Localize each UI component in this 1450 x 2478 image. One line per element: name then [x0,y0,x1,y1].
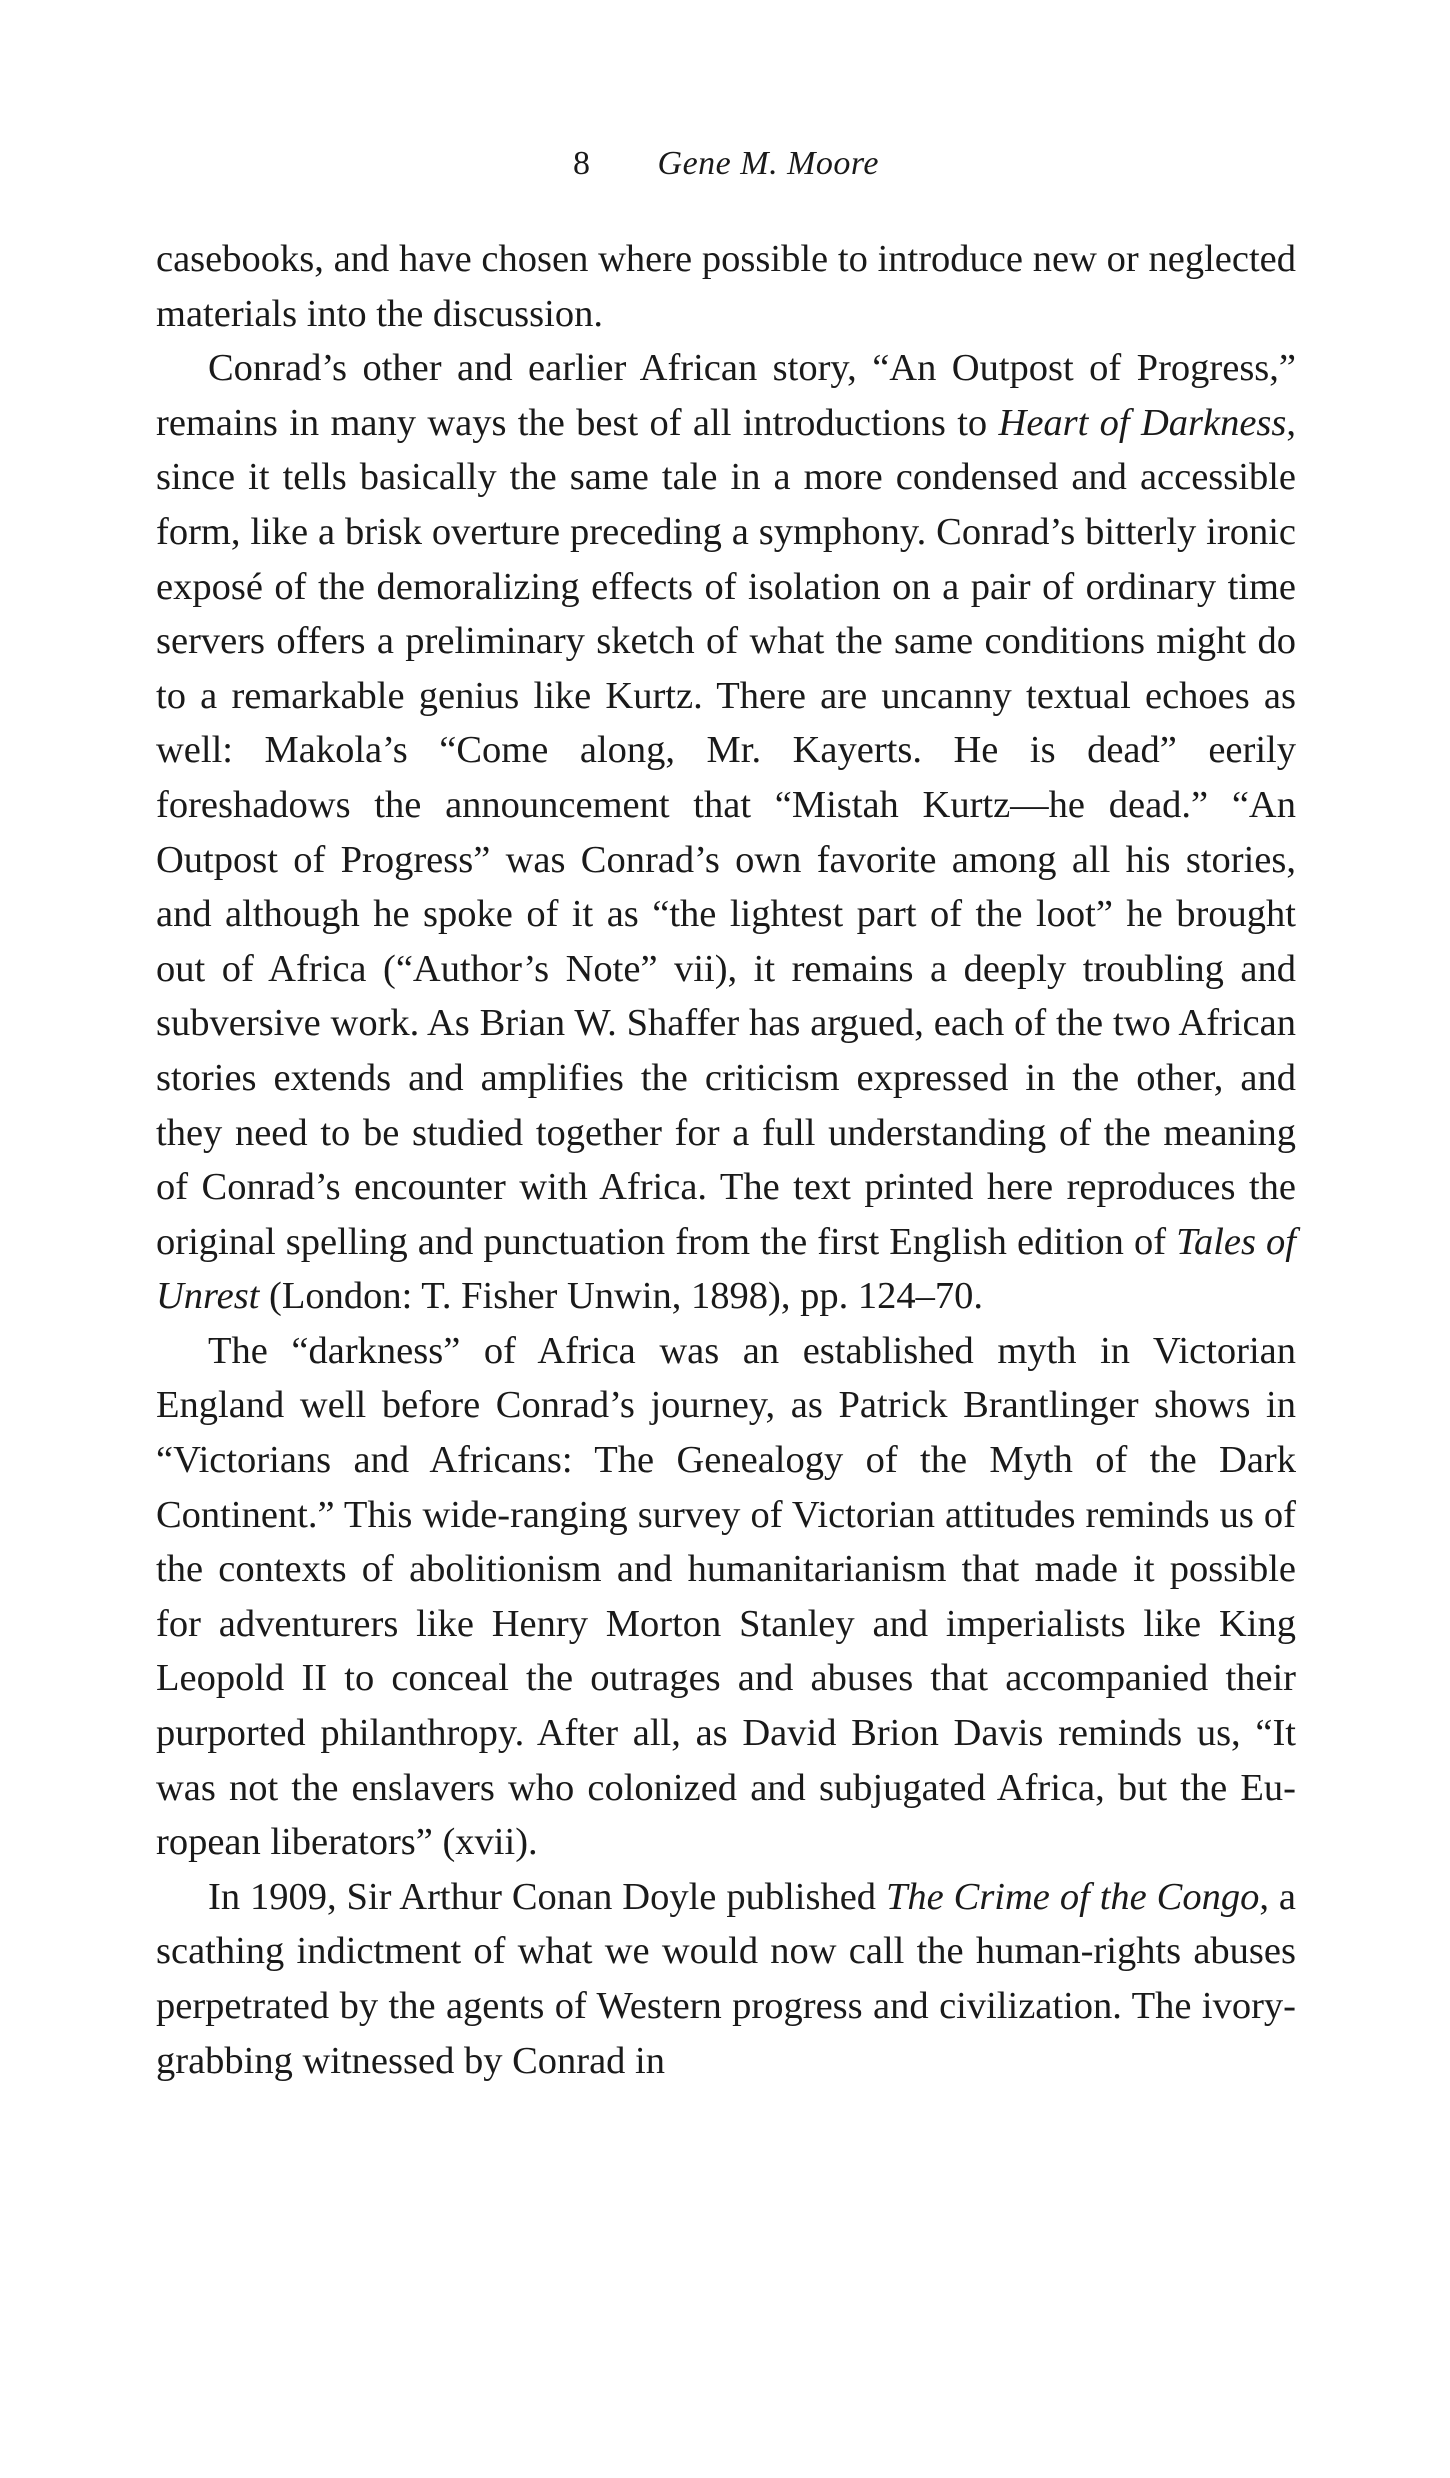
paragraph-outpost-of-progress [156,341,1296,1324]
text-segment: , since it tells basically the same tale in a more condensed and accessible form, like a brisk overture preceding a symphony. Conrad’s bitterly ironic exposé of the demoralizing effects of isolation on a pair of ordinary time servers offers a preliminary sketch of what the same conditions might do to a remarkable genius like Kurtz. There are uncanny textual echoes as well: Makola’s “Come along, Mr. Kayerts. He is dead” eerily foreshadows the announcement that “Mistah Kurtz—he dead.” “An Outpost of Progress” was Conrad’s own favorite among all his stories, and although he spoke of it as “the lightest part of the loot” he brought out of Africa (“Author’s Note” vii), it remains a deeply troubling and subversive work. As Brian W. Shaffer has argued, each of the two African stories extends and amplifies the criticism expressed in the other, and they need to be studied together for a full understanding of the meaning of Conrad’s encounter with Africa. The text printed here reproduces the original spelling and punctuation from the first English edition of [156,401,1296,1263]
paragraph-darkness-myth [156,1324,1296,1870]
running-head [156,140,1296,188]
text-segment: casebooks, and have chosen where possible to introduce new or neglected materials into the discussion. [156,238,1296,335]
text-segment: The “darkness” of Africa was an established myth in Victorian England well before Conrad’s journey, as Patrick Brantlinger shows in “Victorians and Africans: The Genealogy of the Myth of the Dark Continent.” This wide-ranging survey of Victorian attitudes reminds us of the contexts of abolitionism and humanitarianism that made it possible for adventurers like Henry Morton Stanley and imperialists like King Leopold II to conceal the outrages and abuses that accompanied their purported philanthropy. After all, as David Brion Davis reminds us, “It was not the enslavers who colonized and subjugated Africa, but the European liberators” (xvii). [156,1329,1296,1864]
body-text [156,232,1296,2088]
book-title-heart-of-darkness: Heart of Darkness [998,401,1287,444]
book-page [156,140,1296,2088]
paragraph-continued [156,232,1296,341]
text-segment: , a scathing indictment of what we would now call the human-rights abuses perpetrated by the agents of Western progress and civilization. The ivory-grabbing witnessed by Conrad in [156,1875,1296,2082]
text-segment: In 1909, Sir Arthur Conan Doyle published [208,1875,886,1918]
running-head-author: Gene M. Moore [657,145,879,182]
text-segment: (London: T. Fisher Unwin, 1898), pp. 124–70. [259,1275,983,1318]
text-segment: Conrad’s other and earlier African story, “An Outpost of Progress,” remains in many ways the best of all introductions to [156,347,1296,444]
page-number: 8 [573,145,591,182]
book-title-crime-of-the-congo: The Crime of the Congo [885,1875,1260,1918]
paragraph-crime-of-the-congo [156,1870,1296,2088]
book-title-tales-of-unrest: Tales of Unrest [156,1220,1297,1318]
